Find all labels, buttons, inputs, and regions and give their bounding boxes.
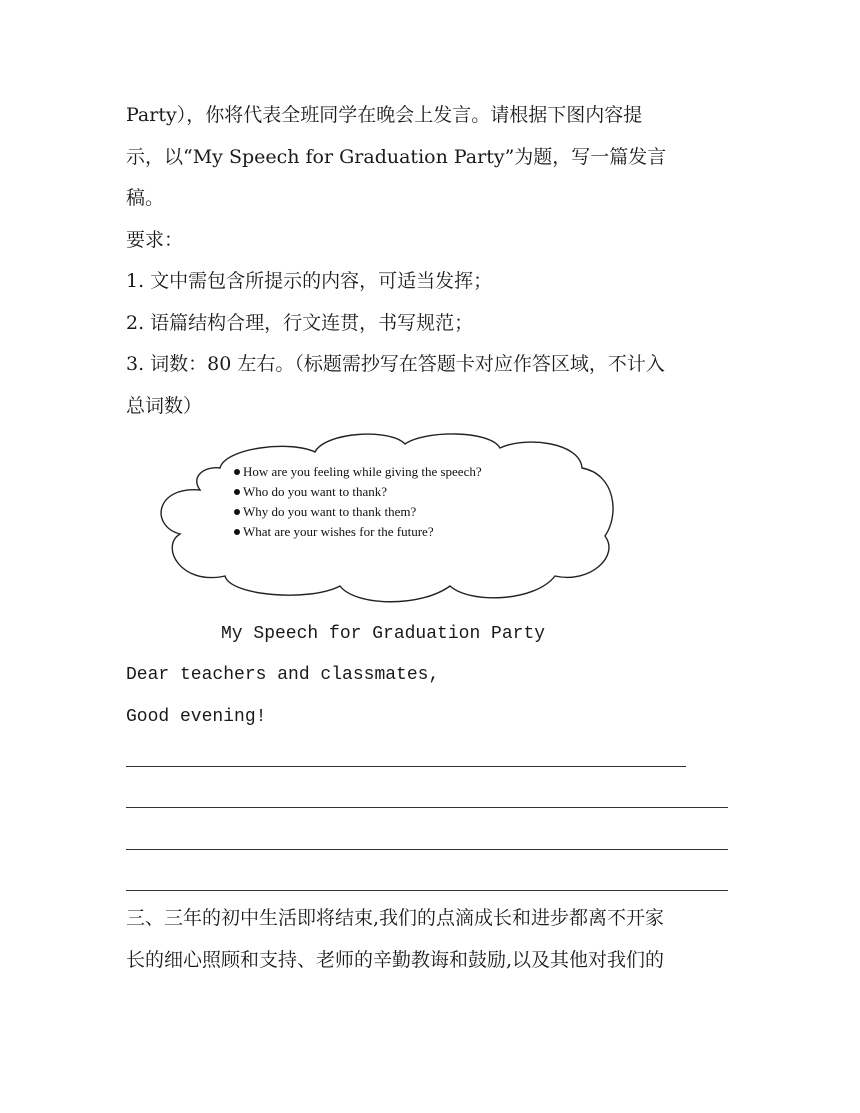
answer-line-3 xyxy=(126,849,728,850)
next-section-line-1: 三、三年的初中生活即将结束,我们的点滴成长和进步都离不开家 xyxy=(126,907,665,929)
answer-line-1 xyxy=(126,766,686,767)
answer-line-2 xyxy=(126,807,728,808)
bullet-dot-icon xyxy=(234,489,240,495)
bullet-dot-icon xyxy=(234,529,240,535)
speech-greeting: Dear teachers and classmates, xyxy=(126,665,440,685)
speech-opening: Good evening! xyxy=(126,707,267,727)
requirements-heading: 要求： xyxy=(126,229,184,251)
answer-line-4 xyxy=(126,890,728,891)
cloud-question-2: Who do you want to thank? xyxy=(234,484,387,500)
next-section-line-2: 长的细心照顾和支持、老师的辛勤教诲和鼓励,以及其他对我们的 xyxy=(126,949,665,971)
bullet-dot-icon xyxy=(234,509,240,515)
intro-line-1: Party），你将代表全班同学在晚会上发言。请根据下图内容提 xyxy=(126,104,643,126)
requirement-item-3: 3. 词数：80 左右。（标题需抄写在答题卡对应作答区域，不计入 xyxy=(126,353,665,375)
intro-line-2: 示，以“My Speech for Graduation Party”为题，写一篇发言 xyxy=(126,146,667,168)
cloud-question-3: Why do you want to thank them? xyxy=(234,504,416,520)
cloud-question-4: What are your wishes for the future? xyxy=(234,524,434,540)
bullet-dot-icon xyxy=(234,469,240,475)
requirement-item-2: 2. 语篇结构合理，行文连贯，书写规范； xyxy=(126,312,474,334)
requirement-item-3-continued: 总词数） xyxy=(126,395,203,417)
cloud-question-1: How are you feeling while giving the speech? xyxy=(234,464,482,480)
speech-title: My Speech for Graduation Party xyxy=(221,624,546,644)
intro-line-3: 稿。 xyxy=(126,187,165,209)
requirement-item-1: 1. 文中需包含所提示的内容，可适当发挥； xyxy=(126,270,493,292)
